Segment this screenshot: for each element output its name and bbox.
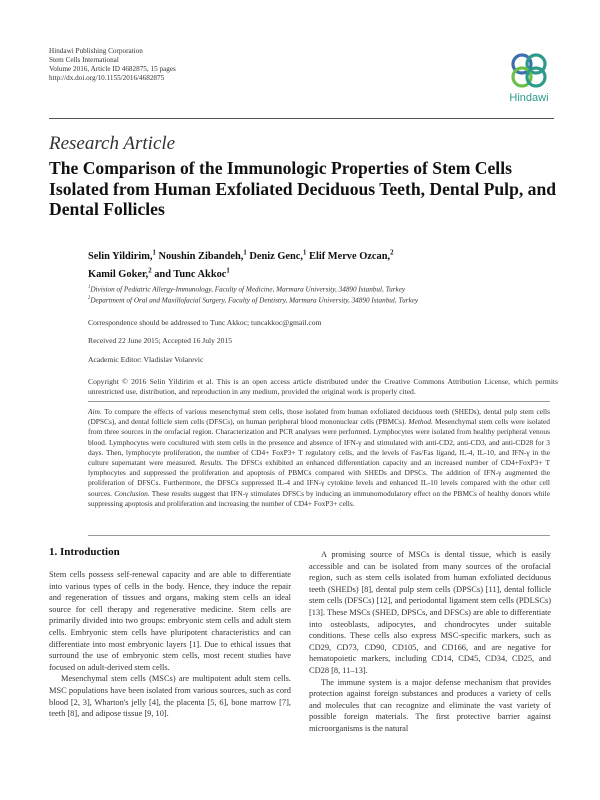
author: Selin Yildirim,$^1$ [88, 250, 156, 263]
author: Noushin Zibandeh,$^1$ [158, 250, 247, 263]
doi-link[interactable]: http://dx.doi.org/10.1155/2016/4682875 [49, 74, 165, 82]
abstract-top-rule [88, 401, 550, 402]
section-heading: 1. Introduction [49, 546, 120, 558]
abstract-method-label: Method. [408, 417, 433, 427]
paragraph: A promising source of MSCs is dental tissue, which is easily accessible and can be isolated from many sources of the orofacial region, such as stem cells isolated from human exfoliated deciduous teeth (SHEDs) [8], dental pulp stem cells (DPSCs) [11], dental follicle stem cells (DFSCs) [12], and periodontal ligament stem cells (PDLSCs) [13]. These MSCs (SHED, DPSCs, and DFSCs) are able to differentiate into osteoblasts, adipocytes, and chondrocytes under suitable conditions. These cells also express MSC-specific markers, such as CD29, CD73, CD90, CD105, and CD166, and are negative for hematopoietic markers, including CD14, CD45, CD34, CD25, and CD28 [8, 11–13]. [309, 550, 551, 675]
journal-name: Stem Cells International [49, 56, 119, 64]
affiliation: $^2$Department of Oral and Maxillofacial Surgery, Faculty of Dentistry, Marmara University, 34890 Istanbul, Turkey [88, 296, 419, 305]
correspondence: Correspondence should be addressed to Tunc Akkoc; tuncakkoc@gmail.com [88, 318, 322, 327]
paragraph: The immune system is a major defense mechanism that provides protection against foreign substances and produces a variety of cells and molecules that can recognize and eliminate the vast variety of possible foreign materials. The first protective barrier against microorganisms is the natural [309, 677, 551, 733]
abstract: Aim. To compare the effects of various mesenchymal stem cells, those isolated from human exfoliated deciduous teeth (SHEDs), dental pulp stem cells (DPSCs), and dental follicle stem cells (DFSCs), on human peripheral blood mononuclear cells (PBMCs). Method. Mesenchymal stem cells were isolated from three sources in the orofacial region. Characterization and PCR analyses were performed. Lymphocytes were isolated from healthy peripheral venous blood. Lymphocytes were cocultured with stem cells in the presence and absence of IFN-γ and stimulated with anti-CD2, anti-CD3, and anti-CD28 for 3 days. Then, lymphocyte proliferation, the number of CD4+ FoxP3+ T regulatory cells, and the levels of Fas/Fas ligand, IL-4, IL-10, and IFN-γ in the culture supernatant were measured. Results. The DFSCs exhibited an enhanced differentiation capacity and an increased number of CD4+FoxP3+ T lymphocytes and suppressed the proliferation and apoptosis of PBMCs compared with SHEDs and DPSCs. The addition of IFN-γ augmented the proliferation of DFSCs. Furthermore, the DFSCs suppressed IL-4 and IFN-γ cytokine levels and enhanced IL-10 levels compared with the other cell sources. Conclusion. These results suggest that IFN-γ stimulates DFSCs by inducing an immunomodulatory effect on the PBMCs of healthy donors while suppressing apoptosis and proliferation and increasing the number of CD4+ FoxP3+ cells. [88, 407, 550, 508]
affiliation: $^1$Division of Pediatric Allergy-Immunology, Faculty of Medicine, Marmara University, 34890 Istanbul, Turkey [88, 285, 406, 294]
abstract-results-label: Results. [199, 458, 224, 468]
academic-editor: Academic Editor: Vladislav Volarevic [88, 355, 204, 364]
body-column-left [49, 569, 291, 720]
affiliations [88, 283, 558, 306]
author: Deniz Genc,$^1$ [249, 250, 307, 263]
paragraph: Stem cells possess self-renewal capacity and are able to differentiate into various types of cells in the body. Hence, they induce the repair and regeneration of tissues and organs, making stem cells an ideal source for cell therapy and regenerative medicine. Stem cells are primarily divided into two groups: embryonic stem cells and adult stem cells. Embryonic stem cells have pluripotent characteristics and can differentiate into most embryonic layers [1]. Due to ethical issues that surround the use of embryonic stem cells, most recent studies have focused on adult-derived stem cells. [49, 570, 291, 672]
abstract-aim-label: Aim. [88, 407, 102, 416]
author: Kamil Goker,$^2$ [88, 267, 152, 280]
publisher: Hindawi Publishing Corporation [49, 47, 143, 55]
received-dates: Received 22 June 2015; Accepted 16 July 2015 [88, 336, 233, 345]
header-rule [49, 118, 554, 119]
article-type: Research Article [49, 133, 176, 154]
author-list [88, 247, 558, 282]
hindawi-logo-text: Hindawi [509, 92, 549, 104]
abstract-conclusion-label: Conclusion. [114, 488, 150, 498]
author: Elif Merve Ozcan,$^2$ [309, 250, 394, 263]
volume-info: Volume 2016, Article ID 4682875, 15 pages [49, 65, 176, 73]
publication-info [49, 47, 176, 83]
paragraph: Mesenchymal stem cells (MSCs) are multipotent adult stem cells. MSC populations have been isolated from various sources, such as cord blood [2, 3], Wharton's jelly [4], the placenta [5, 6], bone marrow [7], teeth [8], and adipose tissue [9, 10]. [49, 674, 291, 719]
abstract-bottom-rule [88, 535, 550, 536]
body-column-right [309, 549, 551, 735]
article-title: The Comparison of the Immunologic Properties of Stem Cells Isolated from Human Exfoliated Deciduous Teeth, Dental Pulp, and Dental Follicles [49, 158, 557, 219]
copyright-notice: Copyright © 2016 Selin Yildirim et al. This is an open access article distributed under the Creative Commons Attribution License, which permits unrestricted use, distribution, and reproduction in any medium, provided the original work is properly cited. [88, 377, 558, 396]
author: and Tunc Akkoc$^1$ [154, 267, 230, 280]
